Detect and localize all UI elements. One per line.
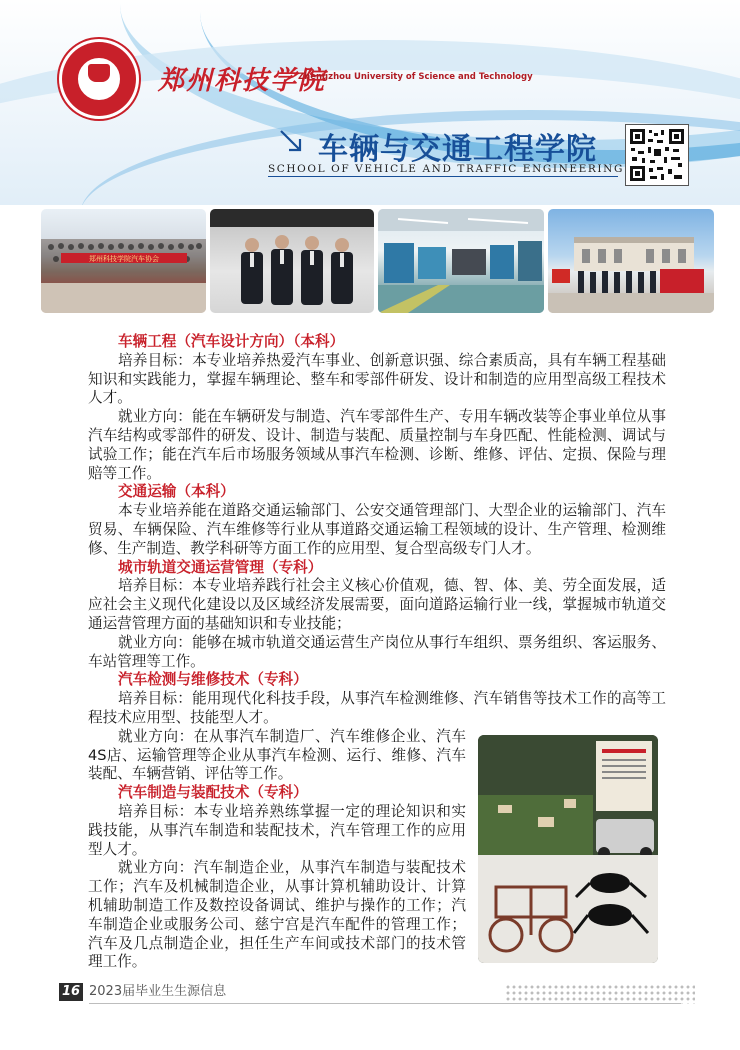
section-paragraph: 就业方向：在从事汽车制造厂、汽车维修企业、汽车4S店、运输管理等企业从事汽车检测、运行、维修、汽车装配、车辆营销、评估等工作。 xyxy=(88,727,466,783)
photo-group-students-art xyxy=(41,209,206,313)
section-title: 汽车制造与装配技术（专科） xyxy=(118,784,308,802)
section-title: 车辆工程（汽车设计方向）（本科） xyxy=(118,333,345,350)
photo-building-art xyxy=(548,209,714,313)
logo-gear-icon xyxy=(88,64,110,82)
section-paragraph: 培养目标：本专业培养践行社会主义核心价值观，德、智、体、美、劳全面发展，适应社会主义现代化建设以及区域经济发展需要，面向道路运输行业一线，掌握城市轨道交通运营管理方面的基础知识和专业技能； xyxy=(88,577,666,632)
photo-robot-collage xyxy=(478,735,658,963)
section-title: 交通运输（本科） xyxy=(118,483,235,501)
photo-building xyxy=(548,209,714,313)
section-paragraph: 培养目标：本专业培养热爱汽车事业、创新意识强、综合素质高，具有车辆工程基础知识和实践能力，掌握车辆理论、整车和零部件研发、设计和制造的应用型高级工程技术人才。 xyxy=(88,351,666,407)
photo-suited-men xyxy=(210,209,374,313)
school-title-cn: 车辆与交通工程学院 xyxy=(318,132,597,167)
section-paragraph: 就业方向：能在车辆研发与制造、汽车零部件生产、专用车辆改装等企事业单位从事汽车结构或零部件的研发、设计、制造与装配、质量控制与车身匹配、性能检测、调试与试验工作；能在汽车后市场服务领域从事汽车检测、诊断、维修、评估、定损、保险与理赔等工作。 xyxy=(88,408,666,482)
footer-dot-pattern xyxy=(505,984,695,1004)
university-logo-icon xyxy=(62,42,136,116)
section-paragraph: 就业方向：汽车制造企业，从事汽车制造与装配技术工作；汽车及机械制造企业，从事计算机辅助设计、计算机辅助制造工作及数控设备调试、维护与操作的工作；汽车制造企业或服务公司、慈宁宫是汽车配件的管理工作；汽车及几点制造企业，担任生产车间或技术部门的技术管理工作。 xyxy=(88,859,466,971)
page-number: 16 xyxy=(59,983,83,1001)
qr-code-icon xyxy=(626,125,688,185)
footer-divider xyxy=(89,1003,681,1004)
section-title: 汽车检测与维修技术（专科） xyxy=(118,671,308,689)
footer-title: 2023届毕业生生源信息 xyxy=(89,984,227,999)
school-title-en: SCHOOL OF VEHICLE AND TRAFFIC ENGINEERING xyxy=(268,163,624,175)
photo-workshop-art xyxy=(378,209,544,313)
arrow-icon xyxy=(278,128,304,154)
group-photo-banner: 郑州科技学院汽车协会 xyxy=(89,255,159,263)
university-name-cn: 郑州科技学院 xyxy=(158,66,327,96)
header-banner xyxy=(0,0,740,205)
photo-workshop xyxy=(378,209,544,313)
logo-year: 1985 xyxy=(90,92,108,100)
photo-group-students xyxy=(41,209,206,313)
title-underline xyxy=(268,176,618,177)
section-title: 城市轨道交通运营管理（专科） xyxy=(118,558,323,576)
photo-suited-men-art xyxy=(210,209,374,313)
section-paragraph: 培养目标：能用现代化科技手段，从事汽车检测维修、汽车销售等技术工作的高等工程技术应用型、技能型人才。 xyxy=(88,690,666,726)
section-paragraph: 培养目标：本专业培养熟练掌握一定的理论知识和实践技能，从事汽车制造和装配技术，汽车管理工作的应用型人才。 xyxy=(88,802,466,858)
photo-robot-collage-art xyxy=(478,735,658,963)
section-paragraph: 就业方向：能够在城市轨道交通运营生产岗位从事行车组织、票务组织、客运服务、车站管理等工作。 xyxy=(88,633,666,670)
section-paragraph: 本专业培养能在道路交通运输部门、公安交通管理部门、大型企业的运输部门、汽车贸易、车辆保险、汽车维修等行业从事道路交通运输工程领域的设计、生产管理、检测维修、生产制造、教学科研等方面工作的应用型、复合型高级专门人才。 xyxy=(88,502,666,557)
university-name-en: Zhengzhou University of Science and Technology xyxy=(298,72,533,82)
